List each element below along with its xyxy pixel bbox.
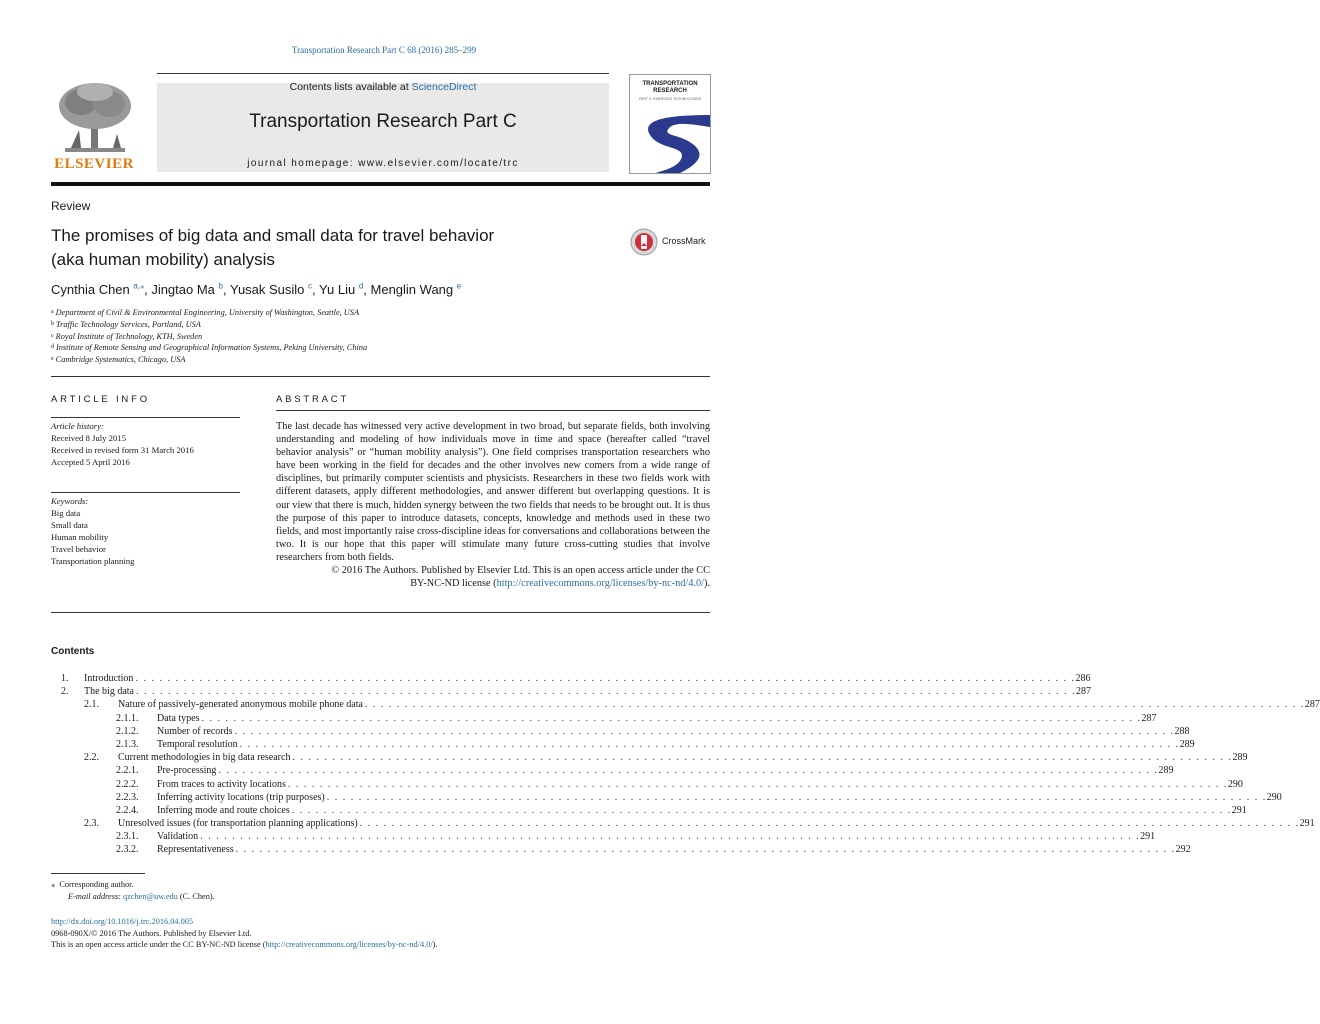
license-link[interactable]: http://creativecommons.org/licenses/by-nc-nd/4.0/ [496, 578, 704, 590]
article-history [51, 420, 194, 468]
keyword: Transportation planning [51, 556, 135, 566]
article-info-heading: ARTICLE INFO [51, 394, 150, 405]
table-of-contents [51, 672, 1320, 857]
issn-line: 0968-090X/© 2016 The Authors. Published by Elsevier Ltd. [51, 928, 252, 938]
open-access-line: This is an open access article under the CC BY-NC-ND license (http://creativecommons.org/licenses/by-nc-nd/4.0/). [51, 940, 438, 949]
affiliation-e: $^e$ Cambridge Systematics, Chicago, USA [51, 355, 186, 365]
journal-homepage[interactable]: journal homepage: www.elsevier.com/locate/trc [247, 158, 519, 169]
history-received: Received 8 July 2015 [51, 433, 127, 443]
toc-entry[interactable]: 2.1.3. Temporal resolution . . . . . . . . . . . . . . . . . . . . . . . . . . . . . . . . . . . . . . . . . . . . . . . . . . . . . . . . . . . . . . . . . . . . . . . . . . . . . . . . . . . . . . . . . . . . . . . . . . . . . . . . . . . . . . . . . . . . . . 289 [116, 738, 1195, 750]
publication-info [51, 916, 438, 951]
header-thick-rule [51, 182, 710, 186]
author-3: Yusak Susilo $^c$, [229, 282, 320, 298]
author-1: Cynthia Chen $^{a,⁎}$, [51, 282, 152, 298]
contents-heading: Contents [51, 646, 95, 657]
keywords [51, 495, 134, 567]
journal-cover[interactable] [629, 74, 711, 174]
affiliation-c: $^c$ Royal Institute of Technology, KTH, Sweden [51, 331, 203, 341]
cover-title: TRANSPORTATION RESEARCH [642, 81, 698, 94]
history-revised: Received in revised form 31 March 2016 [51, 445, 194, 455]
abstract-paragraph: The last decade has witnessed very active development in two broad, but separate fields, both involving understanding and modeling of how individuals move in time and space (hereafter called “travel behavior analysis” or “human mobility analysis”). One field comprises transportation researchers who have been working in the field for decades and the other involves new comers from a wide range of disciplines, but primarily computer scientists and physicists. Researchers in these two fields work with different datasets, apply different methodologies, and answer different but overlapping questions. It is our view that there is much, hidden synergy between the two fields that needs to be brought out. It is thus the purpose of this paper to introduce datasets, concepts, knowledge and methods used in these two fields, and most importantly raise cross-discipline ideas for conversations and collaborations between the two. It is our hope that this paper will stimulate many future cross-cutting studies that involve researchers from both fields. [276, 421, 710, 563]
toc-entry[interactable]: 2. The big data . . . . . . . . . . . . . . . . . . . . . . . . . . . . . . . . . . . . . . . . . . . . . . . . . . . . . . . . . . . . . . . . . . . . . . . . . . . . . . . . . . . . . . . . . . . . . . . . . . . . . . . . . . . . . . . . . . . . . . 287 [61, 686, 1091, 698]
toc-entry[interactable]: 2.2.4. Inferring mode and route choices . . . . . . . . . . . . . . . . . . . . . . . . . . . . . . . . . . . . . . . . . . . . . . . . . . . . . . . . . . . . . . . . . . . . . . . . . . . . . . . . . . . . . . . . . . . . . . . . . . . . . . . . . . . . . . . . . . . . . . 291 [116, 804, 1247, 816]
journal-title: Transportation Research Part C [249, 111, 517, 132]
toc-entry[interactable]: 2.1. Nature of passively-generated anonymous mobile phone data . . . . . . . . . . . . . . . . . . . . . . . . . . . . . . . . . . . . . . . . . . . . . . . . . . . . . . . . . . . . . . . . . . . . . . . . . . . . . . . . . . . . . . . . . . . . . . . . . . . . . . . . . . . . . . . . . . . . . . 287 [84, 699, 1320, 711]
toc-entry[interactable]: 2.2. Current methodologies in big data research . . . . . . . . . . . . . . . . . . . . . . . . . . . . . . . . . . . . . . . . . . . . . . . . . . . . . . . . . . . . . . . . . . . . . . . . . . . . . . . . . . . . . . . . . . . . . . . . . . . . . . . . . . . . . . . . . . . . . . 289 [84, 752, 1248, 764]
email-link[interactable]: qzchen@uw.edu [123, 892, 178, 901]
toc-entry[interactable]: 2.2.2. From traces to activity locations . . . . . . . . . . . . . . . . . . . . . . . . . . . . . . . . . . . . . . . . . . . . . . . . . . . . . . . . . . . . . . . . . . . . . . . . . . . . . . . . . . . . . . . . . . . . . . . . . . . . . . . . . . . . . . . . . . . . . . 290 [116, 778, 1243, 790]
toc-entry[interactable]: 2.1.1. Data types . . . . . . . . . . . . . . . . . . . . . . . . . . . . . . . . . . . . . . . . . . . . . . . . . . . . . . . . . . . . . . . . . . . . . . . . . . . . . . . . . . . . . . . . . . . . . . . . . . . . . . . . . . . . . . . . . . . . . . 287 [116, 712, 1157, 724]
toc-entry[interactable]: 2.2.1. Pre-processing . . . . . . . . . . . . . . . . . . . . . . . . . . . . . . . . . . . . . . . . . . . . . . . . . . . . . . . . . . . . . . . . . . . . . . . . . . . . . . . . . . . . . . . . . . . . . . . . . . . . . . . . . . . . . . . . . . . . . . 289 [116, 765, 1174, 777]
toc-entry[interactable]: 2.2.3. Inferring activity locations (trip purposes) . . . . . . . . . . . . . . . . . . . . . . . . . . . . . . . . . . . . . . . . . . . . . . . . . . . . . . . . . . . . . . . . . . . . . . . . . . . . . . . . . . . . . . . . . . . . . . . . . . . . . . . . . . . . . . . . . . . . . . 290 [116, 791, 1282, 803]
affiliation-a: $^a$ Department of Civil & Environmental Engineering, University of Washington, Seattle, USA [51, 308, 360, 317]
author-2: Jingtao Ma $^b$, [151, 282, 230, 298]
toc-entry[interactable]: 2.1.2. Number of records . . . . . . . . . . . . . . . . . . . . . . . . . . . . . . . . . . . . . . . . . . . . . . . . . . . . . . . . . . . . . . . . . . . . . . . . . . . . . . . . . . . . . . . . . . . . . . . . . . . . . . . . . . . . . . . . . . . . . . 288 [116, 725, 1190, 737]
crossmark-label: CrossMark [662, 236, 706, 246]
abstract-body [276, 420, 710, 590]
article-info-rule-1 [51, 417, 240, 418]
toc-entry[interactable]: 1. Introduction . . . . . . . . . . . . . . . . . . . . . . . . . . . . . . . . . . . . . . . . . . . . . . . . . . . . . . . . . . . . . . . . . . . . . . . . . . . . . . . . . . . . . . . . . . . . . . . . . . . . . . . . . . . . . . . . . . . . . . 286 [61, 673, 1091, 684]
crossmark-badge[interactable] [630, 227, 712, 257]
crossmark-icon [630, 228, 658, 256]
article-info-rule [51, 376, 710, 377]
abstract-rule [276, 410, 710, 411]
affiliation-b: $^b$ Traffic Technology Services, Portland, USA [51, 319, 201, 329]
cover-subtitle: PART C: EMERGING TECHNOLOGIES [638, 97, 702, 101]
toc-entry[interactable]: 2.3. Unresolved issues (for transportation planning applications) . . . . . . . . . . . . . . . . . . . . . . . . . . . . . . . . . . . . . . . . . . . . . . . . . . . . . . . . . . . . . . . . . . . . . . . . . . . . . . . . . . . . . . . . . . . . . . . . . . . . . . . . . . . . . . . . . . . . . . 291 [84, 818, 1315, 830]
author-list [51, 282, 461, 297]
author-4: Yu Liu $^d$, [319, 282, 371, 298]
masthead-top-rule [157, 73, 609, 74]
toc-entry[interactable]: 2.3.2. Representativeness . . . . . . . . . . . . . . . . . . . . . . . . . . . . . . . . . . . . . . . . . . . . . . . . . . . . . . . . . . . . . . . . . . . . . . . . . . . . . . . . . . . . . . . . . . . . . . . . . . . . . . . . . . . . . . . . . . . . . . 292 [116, 844, 1191, 856]
keyword: Travel behavior [51, 544, 106, 554]
history-label: Article history: [51, 421, 104, 431]
keyword: Small data [51, 520, 88, 530]
toc-entry[interactable]: 2.3.1. Validation . . . . . . . . . . . . . . . . . . . . . . . . . . . . . . . . . . . . . . . . . . . . . . . . . . . . . . . . . . . . . . . . . . . . . . . . . . . . . . . . . . . . . . . . . . . . . . . . . . . . . . . . . . . . . . . . . . . . . . 291 [116, 831, 1156, 843]
cover-road-icon [630, 105, 710, 173]
keyword: Big data [51, 508, 81, 518]
article-info-rule-2 [51, 492, 240, 493]
journal-reference[interactable]: Transportation Research Part C 68 (2016) 285–299 [291, 45, 477, 55]
contents-rule [51, 612, 710, 613]
sciencedirect-link[interactable]: ScienceDirect [411, 81, 477, 93]
doi-link[interactable]: http://dx.doi.org/10.1016/j.trc.2016.04.005 [51, 917, 194, 926]
elsevier-wordmark: ELSEVIER [54, 156, 134, 172]
abstract-copyright: © 2016 The Authors. Published by Elsevier Ltd. This is an open access article under the CC BY-NC-ND license (http://creativecommons.org/licenses/by-nc-nd/4.0/). [331, 565, 710, 590]
footnote-rule [51, 873, 145, 874]
keywords-label: Keywords: [51, 496, 89, 506]
article-title: The promises of big data and small data for travel behavior (aka human mobility) analysis [51, 226, 495, 269]
abstract-heading: ABSTRACT [276, 394, 350, 405]
article-type: Review [51, 199, 91, 213]
keyword: Human mobility [51, 532, 109, 542]
author-5: Menglin Wang $^e$ [370, 282, 462, 298]
affiliations [51, 307, 367, 366]
affiliation-d: $^d$ Institute of Remote Sensing and Geographical Information Systems, Peking University, China [51, 343, 368, 353]
license-link-bottom[interactable]: http://creativecommons.org/licenses/by-nc-nd/4.0/ [265, 940, 433, 949]
footnote: ⁎ Corresponding author. E-mail address: qzchen@uw.edu (C. Chen). [51, 880, 215, 901]
history-accepted: Accepted 5 April 2016 [51, 457, 130, 467]
contents-available-line: Contents lists available at ScienceDirect [289, 81, 477, 93]
